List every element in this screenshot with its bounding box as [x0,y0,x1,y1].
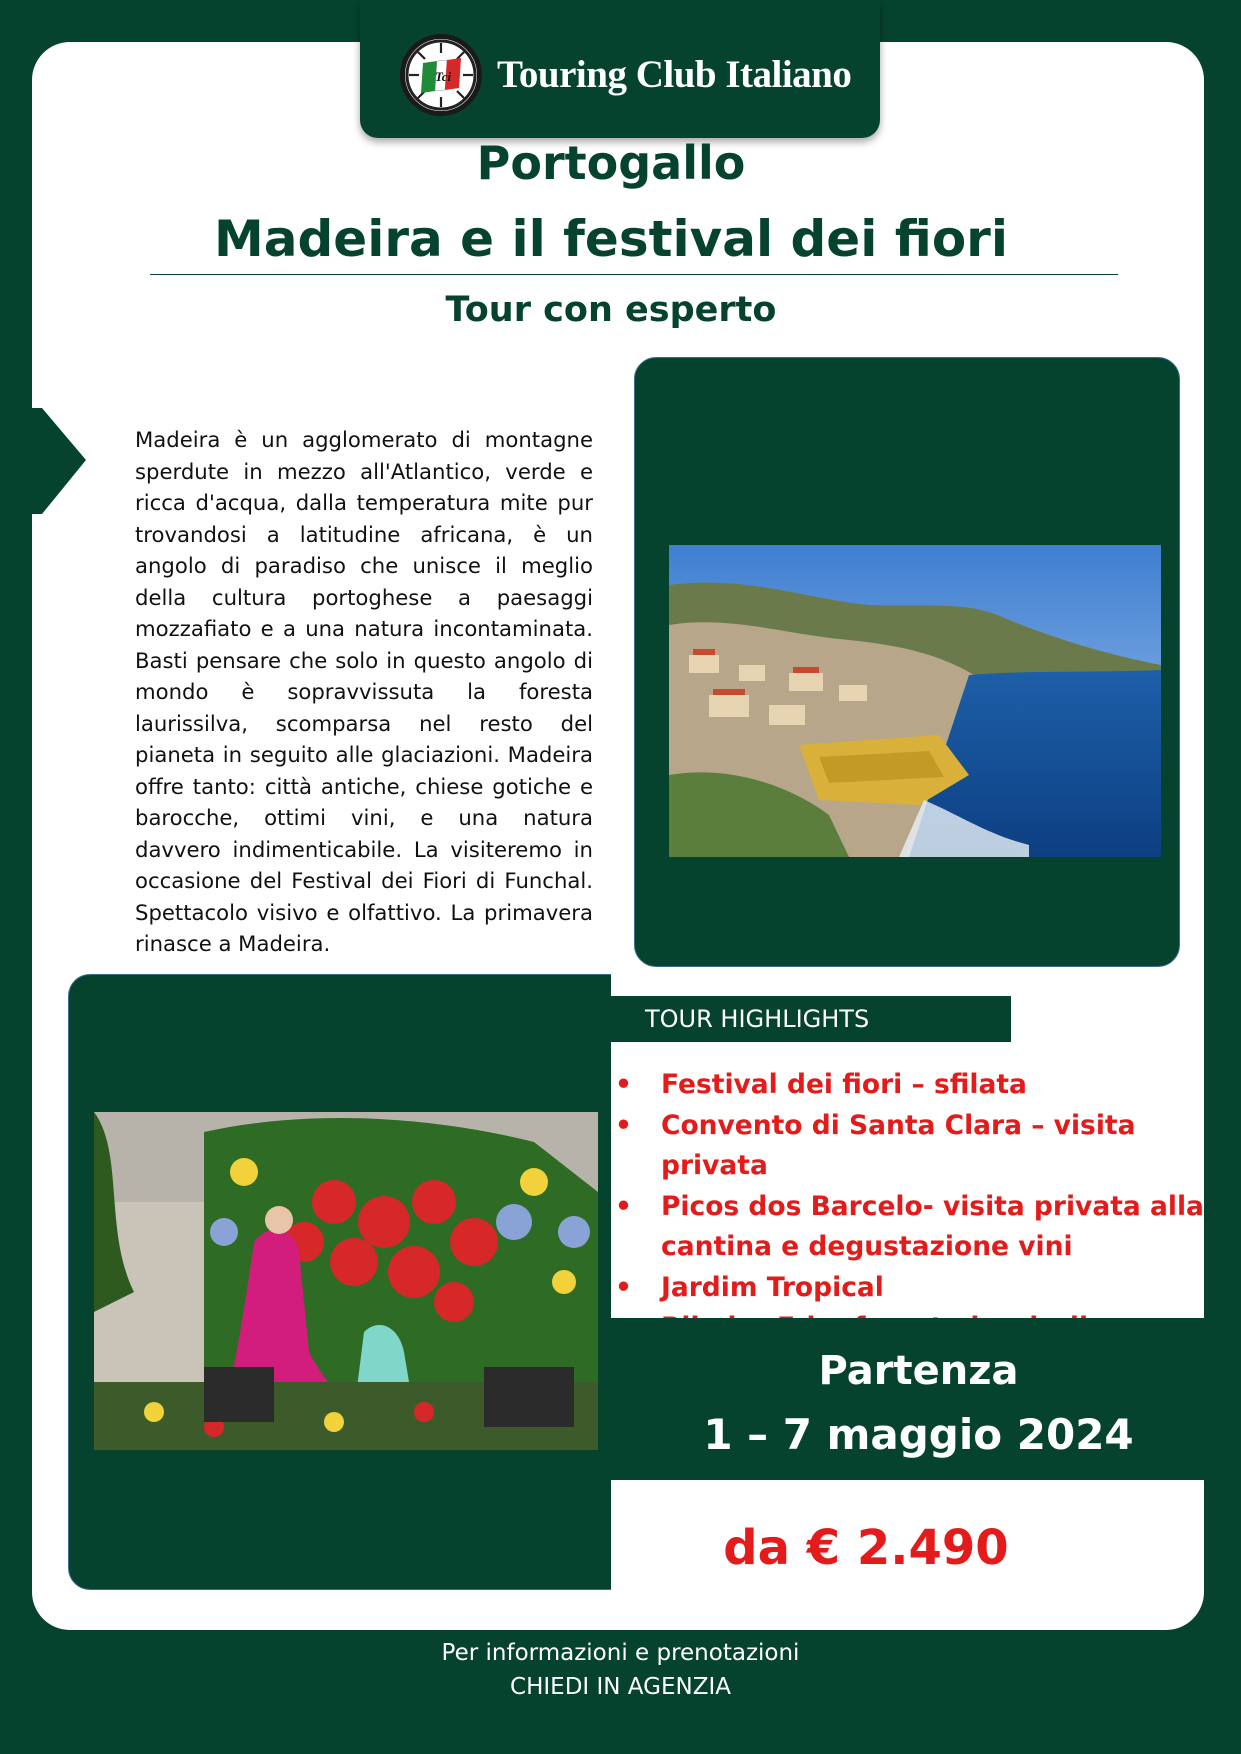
highlight-text: Festival dei fiori – sfilata [661,1069,1027,1100]
highlight-item [611,1268,1211,1309]
arrow-marker-icon [0,408,90,516]
price-label: da € 2.490 [723,1520,1009,1576]
highlight-text: Picos dos Barcelo- visita privata alla cantina e degustazione vini [661,1190,1204,1262]
footer-info: Per informazioni e prenotazioni [441,1640,800,1666]
bullet-icon: • [615,1271,632,1303]
highlight-text: Convento di Santa Clara – visita privata [661,1109,1136,1181]
highlight-item [611,1106,1211,1187]
brand-name: Touring Club Italiano [497,53,852,96]
highlight-item [611,1065,1211,1106]
bullet-icon: • [615,1109,632,1141]
page-subtitle: Tour con esperto [445,290,777,330]
highlight-text: Jardim Tropical [661,1271,884,1303]
departure-label: Partenza [818,1348,1019,1394]
country-heading: Portogallo [476,136,746,190]
emblem-lettering: Tci [435,69,452,84]
highlights-header: TOUR HIGHLIGHTS [611,996,1011,1042]
page-title: Madeira e il festival dei fiori [214,210,1008,268]
highlight-item [611,1187,1211,1268]
funchal-coast-photo [669,545,1161,857]
bullet-icon: • [615,1190,632,1222]
bullet-icon: • [615,1069,632,1100]
tci-emblem-logo [400,34,482,116]
departure-dates: 1 – 7 maggio 2024 [703,1410,1134,1459]
title-divider [150,274,1118,275]
intro-paragraph: Madeira è un agglomerato di montagne sperdute in mezzo all'Atlantico, verde e ricca d'acqua, dalla temperatura mite pur trovandosi a latitudine africana, è un angolo di paradiso che unisce il meglio della cultura portoghese a paesaggi mozzafiato e a una natura incontaminata. Basti pensare che solo in questo angolo di mondo è sopravvissuta la foresta laurissilva, scomparsa nel resto del pianeta in seguito alle glaciazioni. Madeira offre tanto: città antiche, chiese gotiche e barocche, ottimi vini, e una natura davvero indimenticabile. La visiteremo in occasione del Festival dei Fiori di Funchal. Spettacolo visivo e olfattivo. La primavera rinasce a Madeira. [135,427,593,956]
flower-festival-photo [94,1112,598,1450]
highlights-list [611,1065,1211,1349]
footer-cta: CHIEDI IN AGENZIA [510,1674,731,1700]
